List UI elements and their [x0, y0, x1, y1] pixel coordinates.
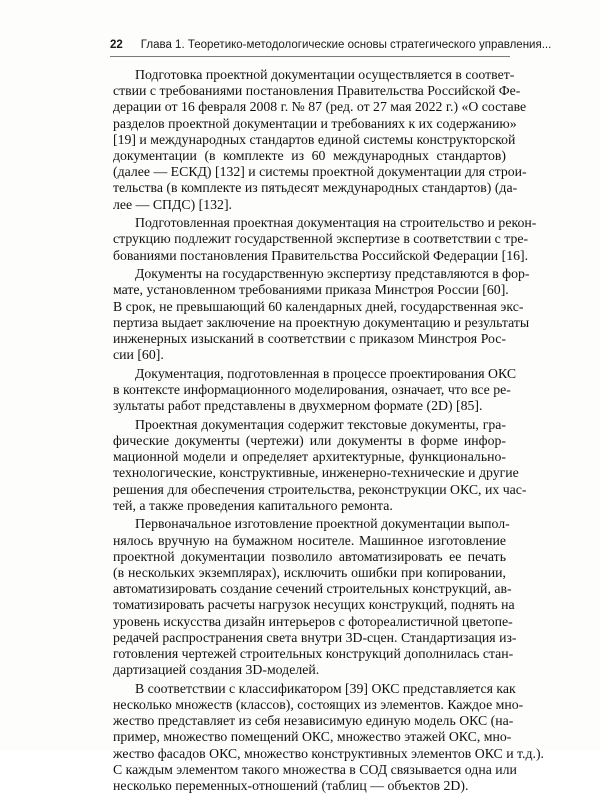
paragraph: [113, 266, 530, 363]
paragraph: [113, 416, 527, 514]
text-line: пертиза выдает заключение на проектную документацию и результаты: [113, 314, 530, 330]
text-line: фические документы (чертежи) или документы в форме инфор-: [113, 433, 506, 449]
paragraph: [113, 365, 517, 415]
text-line: (в нескольких экземплярах), исключить ошибки при копировании,: [113, 565, 506, 581]
text-line: проектной документации позволило автоматизировать ее печать: [113, 548, 506, 564]
text-line: пример, множество помещений ОКС, множество этажей ОКС, мно-: [113, 729, 512, 745]
text-line: автоматизировать создание сечений строительных конструкций, ав-: [113, 581, 512, 597]
text-line: мационной модели и определяет архитектурные, функционально-: [113, 449, 506, 465]
text-line: ствии с требованиями постановления Правительства Российской Фе-: [113, 83, 521, 99]
header-rule: [110, 56, 510, 57]
text-line: разделов проектной документации и требованиях к их содержанию»: [113, 115, 517, 131]
text-line: мате, установленном требованиями приказа Минстроя России [60].: [113, 282, 509, 298]
text-line: [19] и международных стандартов единой системы конструкторской: [113, 131, 516, 147]
text-line: (далее — ЕСКД) [132] и системы проектной документации для строи-: [113, 164, 527, 180]
text-line: струкцию подлежит государственной экспертизе в соответствии с тре-: [113, 231, 529, 247]
page-number: 22: [110, 39, 123, 51]
paragraph: [113, 680, 544, 794]
text-line: готовления чертежей строительных конструкций дополнилась стан-: [113, 646, 514, 662]
text-line: несколько переменных-отношений (таблиц — объектов 2D).: [113, 778, 469, 794]
text-line: Проектная документация содержит текстовые документы, гра-: [135, 416, 506, 432]
text-line: редачей распространения света внутри 3D-сцен. Стандартизация из-: [113, 629, 517, 645]
text-line: несколько множеств (классов), состоящих из элементов. Каждое мно-: [113, 697, 524, 713]
text-line: уровень искусства дизайн интерьеров с фотореалистичной цветопе-: [113, 613, 513, 629]
paragraph: [113, 215, 537, 264]
text-line: тельства (в комплекте из пятьдесят международных стандартов) (да-: [113, 180, 518, 196]
text-line: решения для обеспечения строительства, реконструкции ОКС, их час-: [113, 481, 527, 497]
text-line: тей, а также проведения капитального ремонта.: [113, 497, 393, 513]
text-line: бованиями постановления Правительства Российской Федерации [16].: [113, 247, 529, 263]
text-line: нялось вручную на бумажном носителе. Машинное изготовление: [113, 532, 506, 548]
text-line: Подготовка проектной документации осуществляется в соответ-: [135, 67, 515, 82]
paragraph: [113, 516, 517, 678]
text-line: Подготовленная проектная документация на строительство и рекон-: [135, 215, 537, 231]
text-line: лее — СПДС) [132].: [113, 196, 232, 212]
running-header: [110, 36, 552, 54]
text-line: Документы на государственную экспертизу представляются в фор-: [135, 266, 530, 282]
text-line: технологические, конструктивные, инженерно-технические и другие: [113, 465, 519, 481]
text-line: дерации от 16 февраля 2008 г. № 87 (ред. от 27 мая 2022 г.) «О составе: [113, 99, 527, 115]
text-line: жество представляет из себя независимую единую модель ОКС (на-: [113, 713, 514, 729]
text-line: Первоначальное изготовление проектной документации выпол-: [135, 516, 510, 532]
body-text: [113, 67, 544, 797]
text-line: Документация, подготовленная в процессе проектирования ОКС: [135, 365, 517, 381]
text-line: В срок, не превышающий 60 календарных дней, государственная экс-: [113, 298, 524, 314]
text-line: жество фасадов ОКС, множество конструктивных элементов ОКС и т.д.).: [113, 745, 544, 761]
text-line: инженерных изысканий в соответствии с приказом Минстроя Рос-: [113, 331, 506, 347]
text-line: В соответствии с классификатором [39] ОКС представляется как: [135, 680, 516, 696]
text-line: томатизировать расчеты нагрузок несущих конструкций, поднять на: [113, 597, 515, 613]
text-line: сии [60].: [113, 347, 164, 363]
paragraph: [113, 67, 527, 213]
text-line: С каждым элементом такого множества в СОД связывается одна или: [113, 761, 517, 777]
text-line: зультаты работ представлены в двухмерном формате (2D) [85].: [113, 398, 483, 414]
text-line: документации (в комплекте из 60 международных стандартов): [113, 148, 506, 164]
chapter-title: Глава 1. Теоретико-методологические основы стратегического управления...: [140, 39, 552, 51]
text-line: в контексте информационного моделирования, означает, что все ре-: [113, 382, 511, 398]
text-line: дартизацией создания 3D-моделей.: [113, 662, 320, 678]
